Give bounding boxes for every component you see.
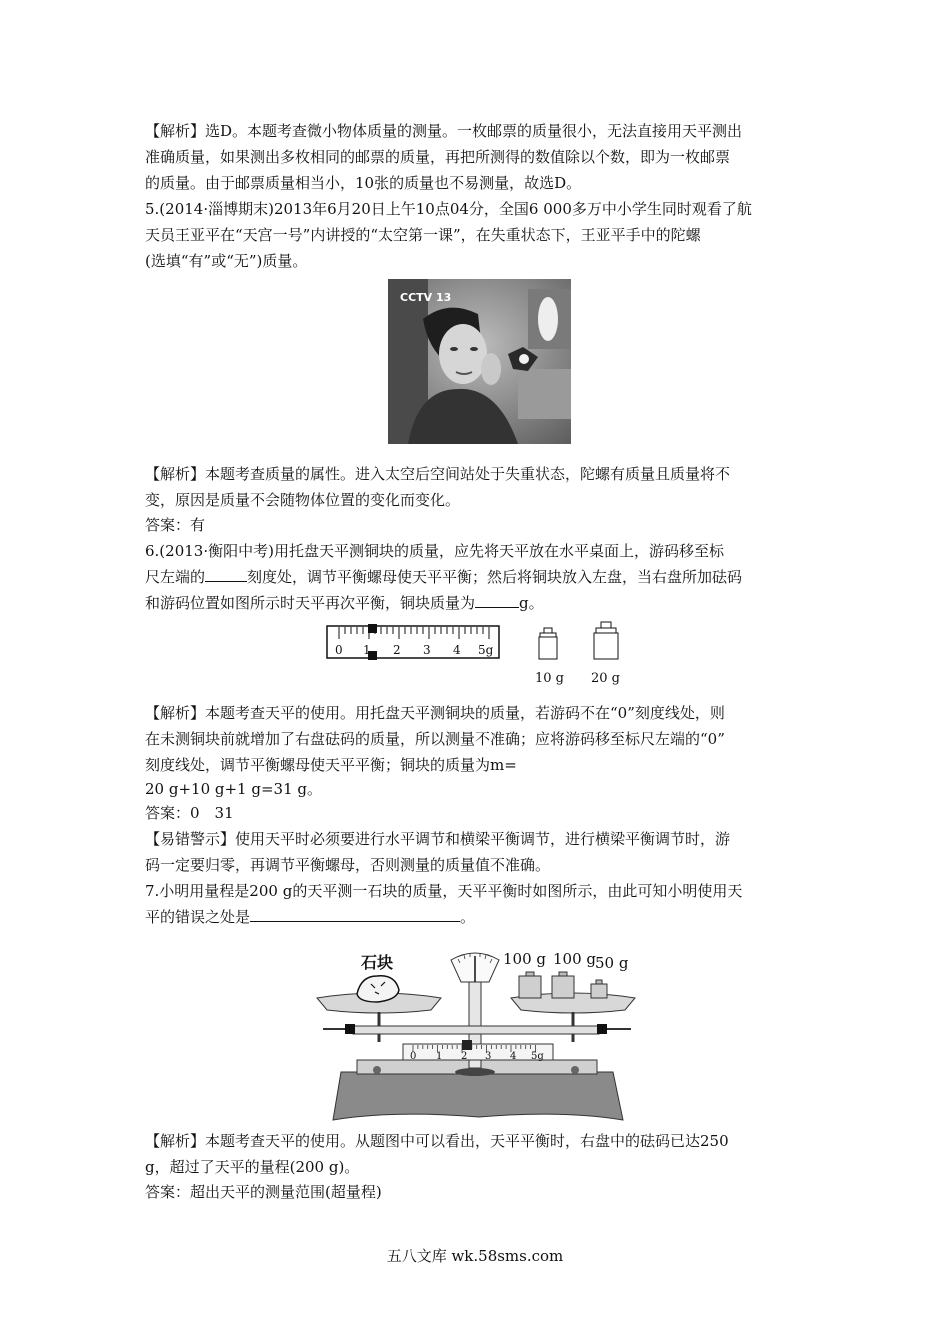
center-foot: [455, 1068, 495, 1076]
weight-label: 100 g: [503, 950, 547, 968]
ruler-tick-label: 5g: [478, 643, 494, 657]
q6-blank-2: [475, 591, 519, 608]
q4-analysis-line2: 准确质量，如果测出多枚相同的邮票的质量，再把所测得的数值除以个数，即为一枚邮票: [145, 148, 731, 166]
stone-label: 石块: [361, 953, 394, 972]
q6-warning-line2: 码一定要归零，再调节平衡螺母，否则测量的质量值不准确。: [145, 856, 551, 874]
ruler-tick-label: 4: [453, 643, 461, 657]
footer-watermark: 五八文库 wk.58sms.com: [386, 1247, 564, 1265]
q7-line1: 7.小明用量程是200 g的天平测一石块的质量，天平平衡时如图所示，由此可知小明使用天: [145, 882, 743, 900]
q5-answer: 答案：有: [145, 516, 206, 534]
q4-analysis-line3: 的质量。由于邮票质量相当小，10张的质量也不易测量，故选D。: [145, 174, 582, 192]
scale-tick-label: 0: [410, 1051, 417, 1062]
weight-label: 20 g: [591, 671, 620, 686]
q5-line1: 5.(2014·淄博期末)2013年6月20日上午10点04分，全国6 000多万中小学生同时观看了航: [145, 200, 752, 218]
scale-tick-label: 4: [510, 1051, 517, 1062]
balance-base: [333, 1072, 623, 1120]
q6-answer: 答案：0 31: [145, 804, 234, 822]
ruler-weights-figure: [325, 620, 635, 688]
weight-50g: [591, 980, 607, 998]
scale-tick-label: 2: [461, 1051, 468, 1062]
q7-analysis-line2: g，超过了天平的量程(200 g)。: [145, 1158, 360, 1176]
left-nut: [345, 1024, 355, 1034]
q4-analysis-line1: 【解析】选D。本题考查微小物体质量的测量。一枚邮票的质量很小，无法直接用天平测出: [145, 122, 743, 140]
q6-analysis-line3: 刻度线处，调节平衡螺母使天平平衡；铜块的质量为m=: [145, 756, 517, 774]
q6-analysis-line1: 【解析】本题考查天平的使用。用托盘天平测铜块的质量，若游码不在“0”刻度线处，则: [145, 704, 725, 722]
weight-100g-2: [552, 972, 574, 998]
q7-line2: 平的错误之处是 。: [145, 904, 835, 930]
weight-label: 10 g: [535, 671, 564, 686]
q6-line3: 和游码位置如图所示时天平再次平衡，铜块质量为 g。: [145, 590, 835, 616]
ruler-body: [327, 626, 499, 658]
weight-20g: [594, 622, 618, 659]
q5-analysis-line2: 变，原因是质量不会随物体位置的变化而变化。: [145, 491, 461, 509]
scale-tick-label: 3: [485, 1051, 492, 1062]
balance-figure: [313, 942, 643, 1122]
ruler-tick-label: 0: [335, 643, 343, 657]
weight-100g-1: [519, 972, 541, 998]
q5-line3: (选填“有”或“无”)质量。: [145, 252, 308, 270]
q6-analysis-line4: 20 g+10 g+1 g=31 g。: [145, 780, 322, 798]
q6-blank-1: [205, 565, 247, 582]
balance-beam: [353, 1026, 599, 1034]
q5-analysis-line1: 【解析】本题考查质量的属性。进入太空后空间站处于失重状态，陀螺有质量且质量将不: [145, 465, 731, 483]
q6-line2: 尺左端的 刻度处，调节平衡螺母使天平平衡；然后将铜块放入左盘，当右盘所加砝码: [145, 564, 835, 590]
weight-label: 100 g: [553, 950, 597, 968]
right-nut: [597, 1024, 607, 1034]
q6-line1: 6.(2013·衡阳中考)用托盘天平测铜块的质量，应先将天平放在水平桌面上，游码移至标: [145, 542, 724, 560]
weight-10g: [539, 628, 557, 659]
ruler-tick-label: 3: [423, 643, 431, 657]
q7-analysis-line1: 【解析】本题考查天平的使用。从题图中可以看出，天平平衡时，右盘中的砝码已达250: [145, 1132, 729, 1150]
ruler-tick-label: 2: [393, 643, 401, 657]
beam-rider: [462, 1040, 472, 1050]
q6-analysis-line2: 在未测铜块前就增加了右盘砝码的质量，所以测量不准确；应将游码移至标尺左端的“0”: [145, 730, 725, 748]
stone: [357, 976, 399, 1002]
cctv-logo: CCTV 13: [400, 291, 452, 304]
q7-blank: [250, 905, 460, 922]
astronaut-photo: [388, 279, 571, 444]
scale-tick-label: 5g: [531, 1051, 544, 1062]
q6-warning-line1: 【易错警示】使用天平时必须要进行水平调节和横梁平衡调节，进行横梁平衡调节时，游: [145, 830, 731, 848]
weight-label: 50 g: [595, 954, 629, 972]
q7-answer: 答案：超出天平的测量范围(超量程): [145, 1183, 382, 1201]
rider-top: [368, 624, 377, 633]
q5-line2: 天员王亚平在“天宫一号”内讲授的“太空第一课”，在失重状态下，王亚平手中的陀螺: [145, 226, 701, 244]
ruler-tick-label: 1: [363, 643, 371, 657]
scale-tick-label: 1: [436, 1051, 443, 1062]
